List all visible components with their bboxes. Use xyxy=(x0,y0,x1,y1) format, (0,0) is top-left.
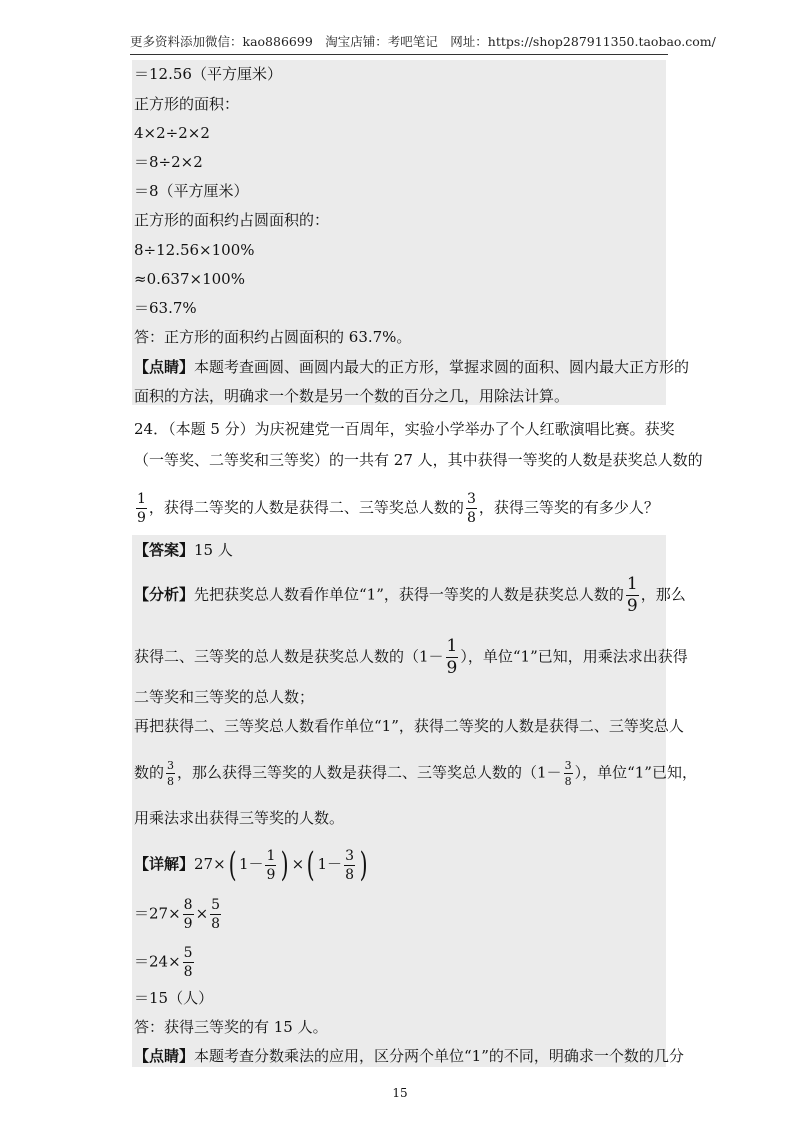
answer-tag: 【答案】 xyxy=(134,541,195,559)
detail-line: ＝24× $\frac{5}{8}$ xyxy=(134,945,193,980)
comment-text: 本题考查分数乘法的应用，区分两个单位“1”的不同，明确求一个数的几分 xyxy=(194,1047,684,1065)
calc-line: 正方形的面积： xyxy=(134,95,240,113)
answer-line xyxy=(134,540,233,560)
analysis-line: 获得二、三等奖的总人数是获奖总人数的（1－ $\frac{1}{9}$ ），单位“1”已知，用乘法求出获得 xyxy=(134,636,688,678)
analysis-line: 数的 $\frac{3}{8}$ ，那么获得三等奖的人数是获得二、三等奖总人数的（1－ $\frac{3}{8}$ ），单位“1”已知， xyxy=(134,759,697,788)
calc-line: 正方形的面积约占圆面积的： xyxy=(134,211,330,229)
fraction: $\frac{1}{9}$ xyxy=(626,574,638,616)
analysis-line: 用乘法求出获得三等奖的人数。 xyxy=(134,809,345,827)
comment-line xyxy=(134,1046,684,1066)
comment-tag: 【点睛】 xyxy=(134,358,195,376)
calc-line: ＝12.56（平方厘米） xyxy=(134,65,282,83)
comment-line xyxy=(134,357,689,377)
calc-line: 8÷12.56×100% xyxy=(134,241,255,259)
fraction: $\frac{3}{8}$ xyxy=(564,759,572,788)
fraction: $\frac{3}{8}$ xyxy=(167,759,175,788)
fraction: $\frac{1}{9}$ xyxy=(446,636,458,678)
fraction: $\frac{3}{8}$ xyxy=(466,491,476,526)
fraction: $\frac{1}{9}$ xyxy=(266,847,276,883)
comment-line: 面积的方法，明确求一个数是另一个数的百分之几，用除法计算。 xyxy=(134,387,570,405)
answer-statement: 答：正方形的面积约占圆面积的 63.7%。 xyxy=(134,328,412,346)
answer-statement: 答：获得三等奖的有 15 人。 xyxy=(134,1018,328,1036)
calc-line: ＝63.7% xyxy=(134,299,197,317)
question-line: 24．（本题 5 分）为庆祝建党一百周年，实验小学举办了个人红歌演唱比赛。获奖 xyxy=(134,420,675,438)
calc-line: ≈0.637×100% xyxy=(134,270,245,288)
fraction: $\frac{5}{8}$ xyxy=(211,897,221,932)
fraction: $\frac{5}{8}$ xyxy=(183,945,193,980)
fraction: $\frac{1}{9}$ xyxy=(137,491,146,526)
page-number: 15 xyxy=(392,1086,408,1100)
detail-line: ＝15（人） xyxy=(134,989,214,1007)
analysis-line: 再把获得二、三等奖总人数看作单位“1”，获得二等奖的人数是获得二、三等奖总人 xyxy=(134,717,684,735)
detail-line: 【详解】27×( 1－ $\frac{1}{9}$ ) ×( 1－ $\frac{3}{8}$ ) xyxy=(134,845,368,885)
analysis-line: 二等奖和三等奖的总人数； xyxy=(134,688,315,706)
calc-line: 4×2÷2×2 xyxy=(134,124,210,142)
comment-text: 本题考查画圆、画圆内最大的正方形，掌握求圆的面积、圆内最大正方形的 xyxy=(194,358,690,376)
analysis-tag: 【分析】 xyxy=(134,585,195,604)
detail-line: ＝27× $\frac{8}{9}$ × $\frac{5}{8}$ xyxy=(134,897,221,932)
fraction: $\frac{8}{9}$ xyxy=(183,897,193,932)
fraction: $\frac{3}{8}$ xyxy=(345,847,354,883)
calc-line: ＝8÷2×2 xyxy=(134,153,203,171)
page-header: 更多资料添加微信：kao886699 淘宝店铺：考吧笔记 网址：https://shop287911350.taobao.com/ xyxy=(130,32,668,55)
detail-tag: 【详解】 xyxy=(134,855,195,873)
answer-text: 15 人 xyxy=(194,541,233,559)
analysis-line: 【分析】先把获奖总人数看作单位“1”，获得一等奖的人数是获奖总人数的 $\frac{1}{9}$ ，那么 xyxy=(134,574,686,616)
question-line: $\frac{1}{9}$ ，获得二等奖的人数是获得二、三等奖总人数的 $\frac{3}{8}$ ，获得三等奖的有多少人？ xyxy=(137,491,659,526)
comment-tag: 【点睛】 xyxy=(134,1047,195,1065)
calc-line: ＝8（平方厘米） xyxy=(134,182,249,200)
question-line: （一等奖、二等奖和三等奖）的一共有 27 人，其中获得一等奖的人数是获奖总人数的 xyxy=(134,451,703,469)
